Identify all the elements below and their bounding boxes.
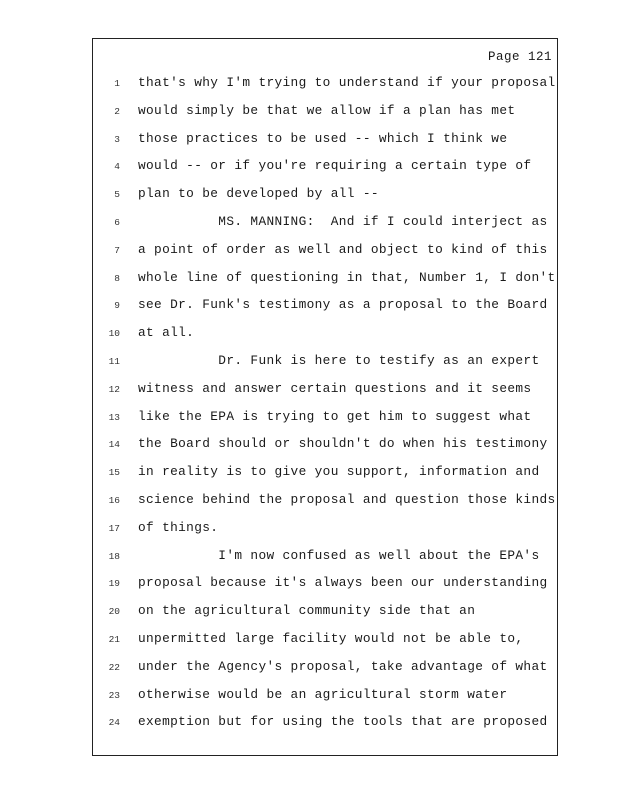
line-number: 12 [108, 383, 120, 395]
transcript-line: on the agricultural community side that an [138, 603, 476, 619]
transcript-line: of things. [138, 519, 219, 535]
line-number: 18 [108, 550, 120, 562]
transcript-line: I'm now confused as well about the EPA's [138, 547, 540, 563]
transcript-line: MS. MANNING: And if I could interject as [138, 213, 548, 229]
line-number: 2 [114, 105, 120, 117]
line-number: 21 [108, 633, 120, 645]
transcript-line: would -- or if you're requiring a certain type of [138, 158, 532, 174]
transcript-line: that's why I'm trying to understand if your proposal [138, 75, 556, 90]
page-number: Page 121 [487, 50, 552, 64]
transcript-line: unpermitted large facility would not be able to, [138, 630, 524, 646]
line-number: 6 [114, 216, 120, 228]
transcript-line: would simply be that we allow if a plan has met [138, 102, 516, 118]
transcript-line: see Dr. Funk's testimony as a proposal to the Board [138, 297, 548, 313]
line-number: 17 [108, 522, 120, 534]
transcript-body [138, 73, 554, 740]
transcript-line: those practices to be used -- which I think we [138, 130, 508, 146]
transcript-line: exemption but for using the tools that are proposed [138, 714, 548, 730]
line-number: 4 [114, 161, 120, 173]
transcript-line: proposal because it's always been our understanding [138, 575, 548, 591]
line-number: 14 [108, 439, 120, 451]
line-number: 13 [108, 411, 120, 423]
transcript-line: at all. [138, 325, 195, 341]
line-number: 19 [108, 578, 120, 590]
line-number: 16 [108, 494, 120, 506]
transcript-line: plan to be developed by all -- [138, 186, 379, 202]
line-number: 1 [114, 78, 120, 89]
line-number: 7 [114, 244, 120, 256]
line-number: 9 [114, 300, 120, 312]
transcript-line: Dr. Funk is here to testify as an expert [138, 352, 540, 368]
line-number: 15 [108, 467, 120, 479]
transcript-line: under the Agency's proposal, take advantage of what [138, 658, 548, 674]
transcript-line: otherwise would be an agricultural storm water [138, 686, 508, 702]
transcript-line: like the EPA is trying to get him to suggest what [138, 408, 532, 424]
transcript-line: the Board should or shouldn't do when his testimony [138, 436, 548, 452]
line-number: 3 [114, 133, 120, 145]
line-number: 24 [108, 717, 120, 729]
line-number: 5 [114, 189, 120, 201]
line-number: 8 [114, 272, 120, 284]
line-number: 22 [108, 661, 120, 673]
line-number: 23 [108, 689, 120, 701]
transcript-line: whole line of questioning in that, Number 1, I don't [138, 269, 556, 285]
line-number: 20 [108, 606, 120, 618]
transcript-line: science behind the proposal and question those kinds [138, 491, 556, 507]
transcript-line: a point of order as well and object to kind of this [138, 241, 548, 257]
transcript-line: in reality is to give you support, information and [138, 464, 540, 480]
line-number: 11 [108, 355, 120, 367]
line-number-column [100, 75, 120, 742]
transcript-line: witness and answer certain questions and it seems [138, 380, 532, 396]
line-number: 10 [108, 328, 120, 340]
